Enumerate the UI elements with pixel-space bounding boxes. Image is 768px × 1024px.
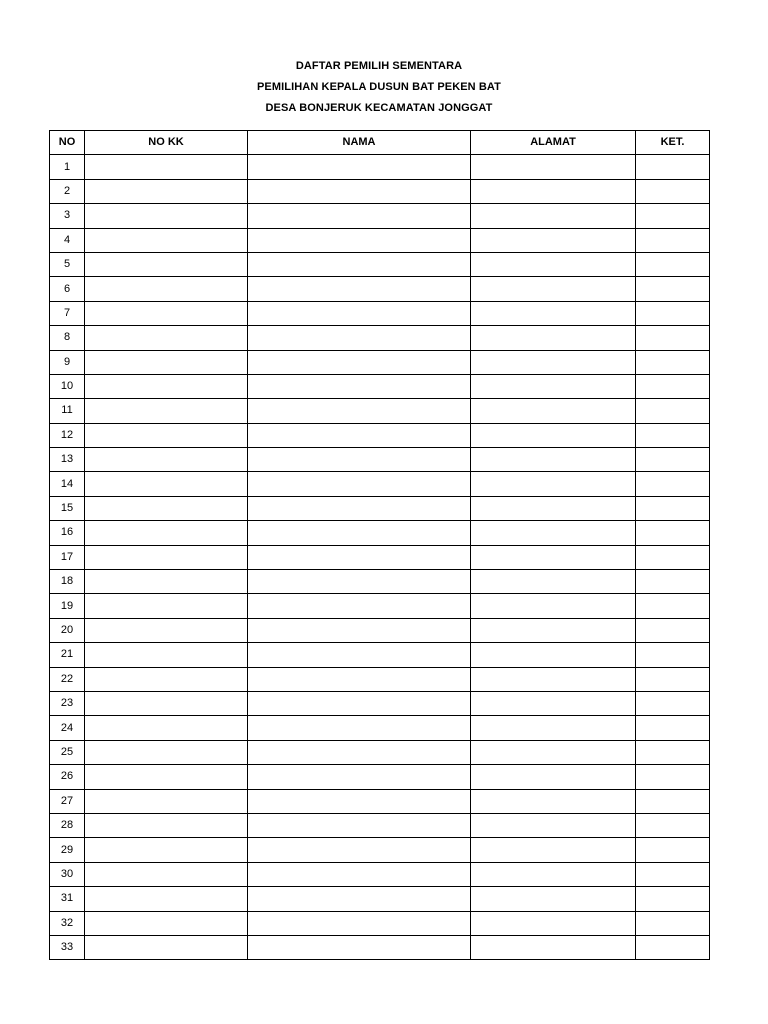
row-number-cell: 19	[50, 594, 85, 618]
alamat-cell	[471, 521, 636, 545]
nama-cell	[248, 399, 471, 423]
row-number-cell: 2	[50, 179, 85, 203]
alamat-cell	[471, 716, 636, 740]
column-header-alamat: ALAMAT	[471, 131, 636, 155]
ket-cell	[636, 228, 710, 252]
alamat-cell	[471, 277, 636, 301]
table-row	[50, 472, 710, 496]
table-row	[50, 155, 710, 179]
ket-cell	[636, 399, 710, 423]
row-number-cell: 26	[50, 765, 85, 789]
ket-cell	[636, 618, 710, 642]
ket-cell	[636, 789, 710, 813]
nama-cell	[248, 472, 471, 496]
no-kk-cell	[85, 155, 248, 179]
column-header-no-kk: NO KK	[85, 131, 248, 155]
no-kk-cell	[85, 350, 248, 374]
row-number-cell: 32	[50, 911, 85, 935]
alamat-cell	[471, 740, 636, 764]
ket-cell	[636, 374, 710, 398]
table-header-row	[50, 131, 710, 155]
alamat-cell	[471, 448, 636, 472]
no-kk-cell	[85, 496, 248, 520]
no-kk-cell	[85, 472, 248, 496]
ket-cell	[636, 448, 710, 472]
row-number-cell: 15	[50, 496, 85, 520]
table-row	[50, 911, 710, 935]
ket-cell	[636, 521, 710, 545]
table-row	[50, 789, 710, 813]
row-number-cell: 17	[50, 545, 85, 569]
table-row	[50, 374, 710, 398]
alamat-cell	[471, 838, 636, 862]
table-row	[50, 399, 710, 423]
nama-cell	[248, 350, 471, 374]
alamat-cell	[471, 887, 636, 911]
no-kk-cell	[85, 911, 248, 935]
no-kk-cell	[85, 399, 248, 423]
nama-cell	[248, 228, 471, 252]
no-kk-cell	[85, 228, 248, 252]
alamat-cell	[471, 911, 636, 935]
row-number-cell: 3	[50, 204, 85, 228]
nama-cell	[248, 423, 471, 447]
nama-cell	[248, 813, 471, 837]
table-row	[50, 862, 710, 886]
alamat-cell	[471, 935, 636, 959]
nama-cell	[248, 740, 471, 764]
alamat-cell	[471, 399, 636, 423]
document-subtitle: PEMILIHAN KEPALA DUSUN BAT PEKEN BAT	[257, 81, 501, 93]
row-number-cell: 11	[50, 399, 85, 423]
alamat-cell	[471, 765, 636, 789]
alamat-cell	[471, 667, 636, 691]
no-kk-cell	[85, 326, 248, 350]
nama-cell	[248, 911, 471, 935]
no-kk-cell	[85, 838, 248, 862]
row-number-cell: 28	[50, 813, 85, 837]
column-header-nama: NAMA	[248, 131, 471, 155]
ket-cell	[636, 277, 710, 301]
nama-cell	[248, 204, 471, 228]
no-kk-cell	[85, 618, 248, 642]
nama-cell	[248, 521, 471, 545]
alamat-cell	[471, 643, 636, 667]
row-number-cell: 23	[50, 691, 85, 715]
nama-cell	[248, 887, 471, 911]
row-number-cell: 30	[50, 862, 85, 886]
table-row	[50, 716, 710, 740]
ket-cell	[636, 301, 710, 325]
alamat-cell	[471, 423, 636, 447]
no-kk-cell	[85, 789, 248, 813]
table-row	[50, 179, 710, 203]
alamat-cell	[471, 155, 636, 179]
no-kk-cell	[85, 765, 248, 789]
nama-cell	[248, 326, 471, 350]
alamat-cell	[471, 545, 636, 569]
row-number-cell: 6	[50, 277, 85, 301]
ket-cell	[636, 204, 710, 228]
alamat-cell	[471, 813, 636, 837]
no-kk-cell	[85, 301, 248, 325]
row-number-cell: 24	[50, 716, 85, 740]
row-number-cell: 12	[50, 423, 85, 447]
ket-cell	[636, 594, 710, 618]
row-number-cell: 8	[50, 326, 85, 350]
no-kk-cell	[85, 204, 248, 228]
alamat-cell	[471, 570, 636, 594]
ket-cell	[636, 179, 710, 203]
alamat-cell	[471, 691, 636, 715]
table-row	[50, 252, 710, 276]
ket-cell	[636, 472, 710, 496]
alamat-cell	[471, 789, 636, 813]
table-row	[50, 570, 710, 594]
alamat-cell	[471, 228, 636, 252]
row-number-cell: 22	[50, 667, 85, 691]
row-number-cell: 5	[50, 252, 85, 276]
table-row	[50, 301, 710, 325]
ket-cell	[636, 667, 710, 691]
nama-cell	[248, 277, 471, 301]
table-row	[50, 496, 710, 520]
row-number-cell: 10	[50, 374, 85, 398]
row-number-cell: 21	[50, 643, 85, 667]
row-number-cell: 31	[50, 887, 85, 911]
ket-cell	[636, 570, 710, 594]
table-row	[50, 277, 710, 301]
ket-cell	[636, 887, 710, 911]
nama-cell	[248, 496, 471, 520]
row-number-cell: 1	[50, 155, 85, 179]
alamat-cell	[471, 594, 636, 618]
table-row	[50, 740, 710, 764]
column-header-ket: KET.	[636, 131, 710, 155]
alamat-cell	[471, 374, 636, 398]
alamat-cell	[471, 472, 636, 496]
no-kk-cell	[85, 740, 248, 764]
nama-cell	[248, 838, 471, 862]
no-kk-cell	[85, 570, 248, 594]
nama-cell	[248, 862, 471, 886]
row-number-cell: 18	[50, 570, 85, 594]
alamat-cell	[471, 204, 636, 228]
no-kk-cell	[85, 277, 248, 301]
table-row	[50, 618, 710, 642]
table-body	[50, 155, 710, 960]
no-kk-cell	[85, 448, 248, 472]
table-row	[50, 887, 710, 911]
nama-cell	[248, 935, 471, 959]
ket-cell	[636, 740, 710, 764]
no-kk-cell	[85, 862, 248, 886]
alamat-cell	[471, 326, 636, 350]
no-kk-cell	[85, 545, 248, 569]
ket-cell	[636, 252, 710, 276]
table-row	[50, 667, 710, 691]
nama-cell	[248, 545, 471, 569]
row-number-cell: 9	[50, 350, 85, 374]
alamat-cell	[471, 179, 636, 203]
alamat-cell	[471, 350, 636, 374]
row-number-cell: 33	[50, 935, 85, 959]
no-kk-cell	[85, 594, 248, 618]
nama-cell	[248, 155, 471, 179]
alamat-cell	[471, 301, 636, 325]
ket-cell	[636, 423, 710, 447]
ket-cell	[636, 155, 710, 179]
row-number-cell: 25	[50, 740, 85, 764]
table-row	[50, 423, 710, 447]
ket-cell	[636, 496, 710, 520]
ket-cell	[636, 691, 710, 715]
table-row	[50, 838, 710, 862]
table-row	[50, 521, 710, 545]
nama-cell	[248, 301, 471, 325]
no-kk-cell	[85, 643, 248, 667]
row-number-cell: 4	[50, 228, 85, 252]
ket-cell	[636, 813, 710, 837]
ket-cell	[636, 765, 710, 789]
document-title: DAFTAR PEMILIH SEMENTARA	[295, 60, 463, 72]
document-location: DESA BONJERUK KECAMATAN JONGGAT	[265, 102, 493, 114]
nama-cell	[248, 789, 471, 813]
nama-cell	[248, 716, 471, 740]
ket-cell	[636, 935, 710, 959]
no-kk-cell	[85, 716, 248, 740]
nama-cell	[248, 252, 471, 276]
row-number-cell: 16	[50, 521, 85, 545]
no-kk-cell	[85, 252, 248, 276]
no-kk-cell	[85, 887, 248, 911]
nama-cell	[248, 594, 471, 618]
no-kk-cell	[85, 935, 248, 959]
no-kk-cell	[85, 813, 248, 837]
no-kk-cell	[85, 521, 248, 545]
nama-cell	[248, 618, 471, 642]
no-kk-cell	[85, 667, 248, 691]
ket-cell	[636, 838, 710, 862]
alamat-cell	[471, 496, 636, 520]
column-header-no: NO	[50, 131, 85, 155]
ket-cell	[636, 545, 710, 569]
table-row	[50, 765, 710, 789]
ket-cell	[636, 643, 710, 667]
ket-cell	[636, 350, 710, 374]
nama-cell	[248, 765, 471, 789]
nama-cell	[248, 691, 471, 715]
ket-cell	[636, 716, 710, 740]
table-row	[50, 350, 710, 374]
table-row	[50, 813, 710, 837]
row-number-cell: 29	[50, 838, 85, 862]
row-number-cell: 20	[50, 618, 85, 642]
table-row	[50, 326, 710, 350]
table-row	[50, 204, 710, 228]
no-kk-cell	[85, 423, 248, 447]
ket-cell	[636, 326, 710, 350]
nama-cell	[248, 374, 471, 398]
table-row	[50, 691, 710, 715]
row-number-cell: 14	[50, 472, 85, 496]
no-kk-cell	[85, 374, 248, 398]
table-row	[50, 228, 710, 252]
nama-cell	[248, 179, 471, 203]
voter-list-table	[49, 130, 710, 960]
document-header	[0, 56, 758, 119]
table-row	[50, 643, 710, 667]
alamat-cell	[471, 862, 636, 886]
table-row	[50, 594, 710, 618]
row-number-cell: 13	[50, 448, 85, 472]
alamat-cell	[471, 252, 636, 276]
nama-cell	[248, 643, 471, 667]
table-row	[50, 545, 710, 569]
ket-cell	[636, 911, 710, 935]
table-row	[50, 935, 710, 959]
table-row	[50, 448, 710, 472]
nama-cell	[248, 448, 471, 472]
no-kk-cell	[85, 179, 248, 203]
row-number-cell: 7	[50, 301, 85, 325]
no-kk-cell	[85, 691, 248, 715]
alamat-cell	[471, 618, 636, 642]
ket-cell	[636, 862, 710, 886]
nama-cell	[248, 570, 471, 594]
nama-cell	[248, 667, 471, 691]
row-number-cell: 27	[50, 789, 85, 813]
